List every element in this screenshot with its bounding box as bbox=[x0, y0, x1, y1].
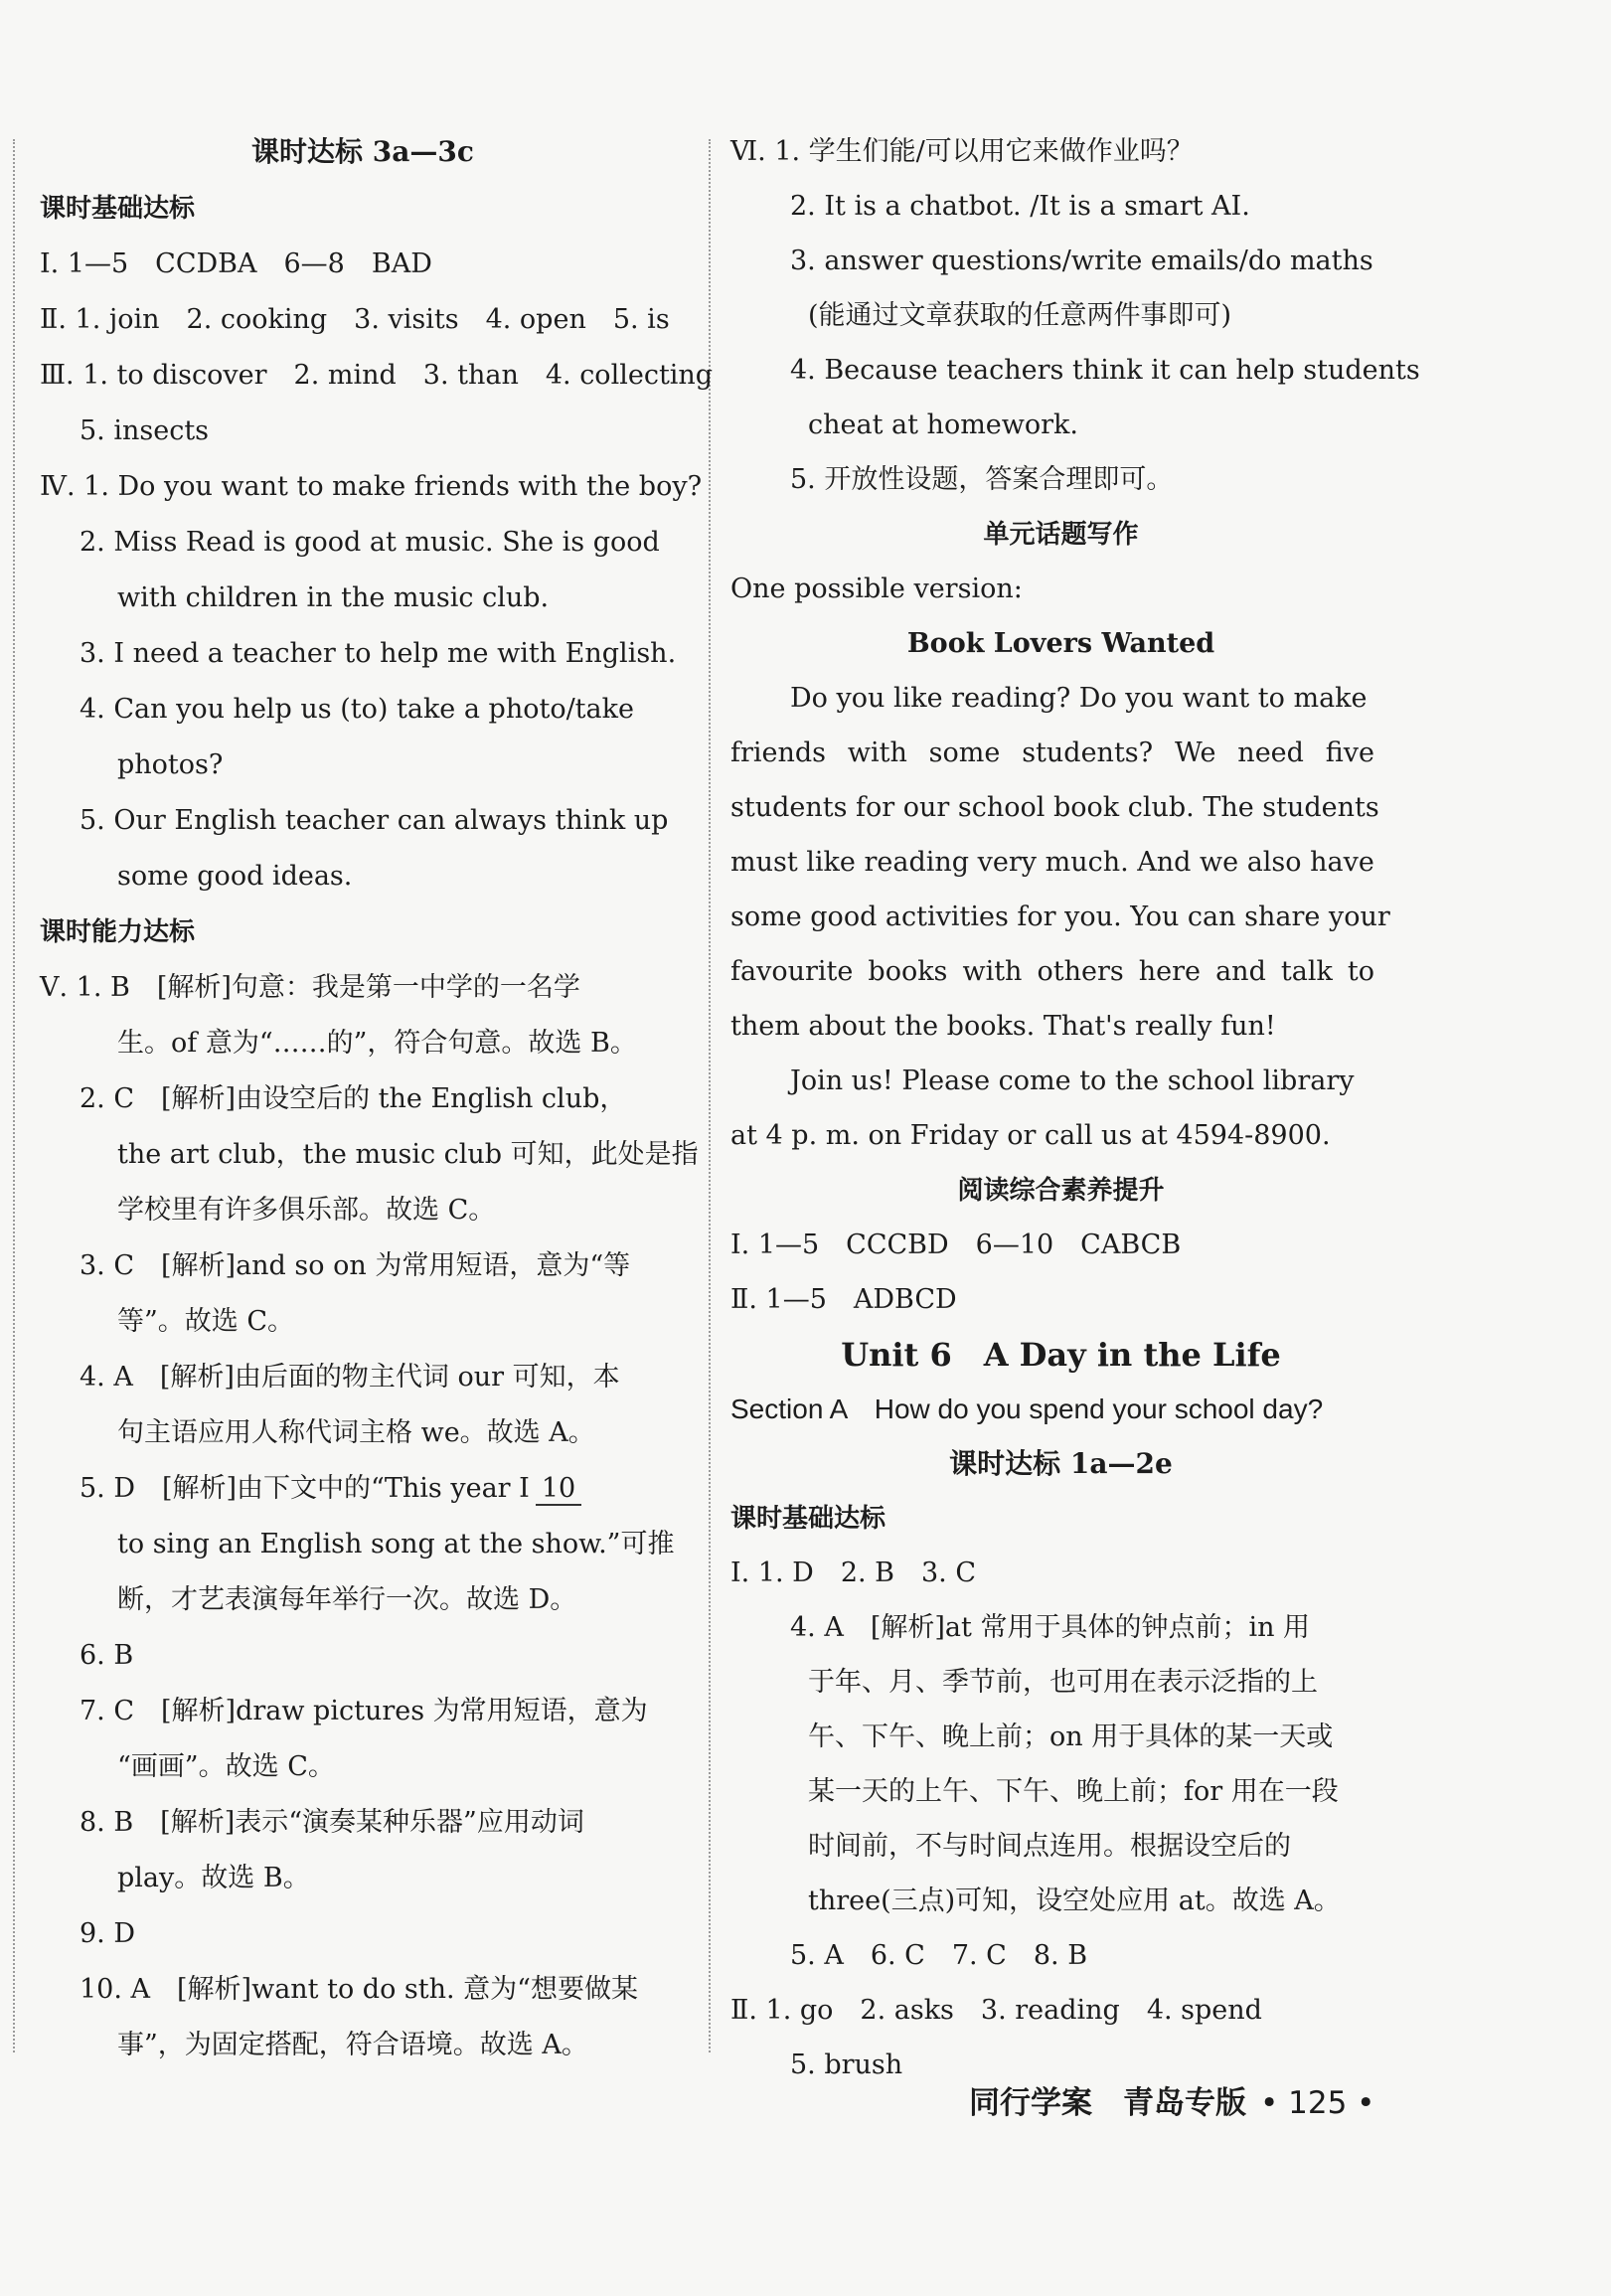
line-text: 4. Can you help us (to) take a photo/take bbox=[80, 694, 634, 725]
line-text: the art club，the music club 可知，此处是指 bbox=[117, 1139, 699, 1170]
line-text: Join us! Please come to the school library bbox=[790, 1066, 1355, 1096]
line-text: Ⅰ. 1. D 2. B 3. C bbox=[730, 1558, 977, 1588]
line-text: 2. Miss Read is good at music. She is good bbox=[80, 527, 660, 558]
line-text: “画画”。故选 C。 bbox=[117, 1751, 335, 1782]
right-line bbox=[730, 626, 1391, 662]
right-line bbox=[730, 572, 1023, 607]
line-text: 5. A 6. C 7. C 8. B bbox=[790, 1940, 1088, 1971]
right-line bbox=[730, 1009, 1276, 1045]
left-line bbox=[40, 970, 580, 1006]
right-line bbox=[730, 1118, 1331, 1154]
line-text: Ⅱ. 1. go 2. asks 3. reading 4. spend bbox=[730, 1995, 1262, 2026]
left-line bbox=[117, 1527, 674, 1562]
right-line bbox=[730, 1173, 1391, 1209]
left-line bbox=[117, 2028, 588, 2063]
left-line bbox=[80, 1805, 584, 1841]
line-text: 9. D bbox=[80, 1918, 135, 1949]
line-text: Ⅴ. 1. B [解析]句意：我是第一中学的一名学 bbox=[40, 972, 580, 1003]
left-line bbox=[80, 636, 676, 672]
line-text: 阅读综合素养提升 bbox=[957, 1176, 1165, 1206]
line-text: Ⅳ. 1. Do you want to make friends with the boy? bbox=[40, 471, 703, 502]
line-text: 3. answer questions/write emails/do maths bbox=[790, 246, 1373, 276]
line-text: 3. I need a teacher to help me with English. bbox=[80, 638, 677, 669]
line-text: 生。of 意为“……的”，符合句意。故选 B。 bbox=[117, 1028, 637, 1059]
line-text: 4. A [解析]由后面的物主代词 our 可知，本 bbox=[80, 1362, 620, 1393]
right-line bbox=[790, 681, 1368, 717]
right-line bbox=[730, 736, 1374, 771]
line-text: friends with some students? We need five bbox=[730, 738, 1374, 768]
right-line bbox=[730, 1446, 1391, 1482]
line-text: Unit 6 A Day in the Life bbox=[841, 1336, 1281, 1374]
line-text: 午、下午、晚上前；on 用于具体的某一天或 bbox=[808, 1722, 1334, 1752]
footer-brand: 同行学案 青岛专版 bbox=[969, 2085, 1246, 2121]
line-text: at 4 p. m. on Friday or call us at 4594-8900. bbox=[730, 1120, 1331, 1151]
left-line bbox=[80, 1360, 620, 1395]
line-text: some good activities for you. You can share your bbox=[730, 902, 1390, 932]
line-text: 课时达标 3a—3c bbox=[251, 135, 474, 168]
line-text: Ⅵ. 1. 学生们能/可以用它来做作业吗？ bbox=[730, 136, 1194, 167]
left-line bbox=[80, 525, 660, 561]
left-line bbox=[40, 358, 713, 394]
right-line bbox=[808, 408, 1078, 443]
line-text: 8. B [解析]表示“演奏某种乐器”应用动词 bbox=[80, 1807, 584, 1838]
line-text: Ⅲ. 1. to discover 2. mind 3. than 4. collecting bbox=[40, 360, 714, 391]
line-text: 5. 开放性设题，答案合理即可。 bbox=[790, 464, 1174, 495]
line-text: 5. D [解析]由下文中的“This year I bbox=[80, 1473, 530, 1504]
page-footer bbox=[969, 2077, 1374, 2122]
line-text: 句主语应用人称代词主格 we。故选 A。 bbox=[117, 1417, 595, 1448]
right-line bbox=[790, 1610, 1310, 1646]
line-text: must like reading very much. And we also have bbox=[730, 847, 1374, 878]
left-line bbox=[117, 747, 223, 783]
line-text: 2. C [解析]由设空后的 the English club， bbox=[80, 1083, 627, 1114]
left-line bbox=[80, 692, 634, 728]
right-line bbox=[730, 517, 1391, 553]
line-text: three(三点)可知，设空处应用 at。故选 A。 bbox=[808, 1886, 1341, 1916]
line-text: 学校里有许多俱乐部。故选 C。 bbox=[117, 1195, 496, 1226]
line-text: Section A How do you spend your school day? bbox=[730, 1394, 1324, 1424]
left-line bbox=[40, 134, 686, 170]
right-line bbox=[790, 353, 1420, 389]
line-text: 课时能力达标 bbox=[40, 917, 196, 947]
left-line bbox=[80, 1694, 648, 1729]
line-text: 4. Because teachers think it can help students bbox=[790, 355, 1420, 386]
line-text: 课时达标 1a—2e bbox=[949, 1447, 1173, 1480]
line-text: 等”。故选 C。 bbox=[117, 1306, 295, 1337]
left-line bbox=[117, 1582, 576, 1618]
answer-blank: 10 bbox=[536, 1474, 581, 1506]
left-line bbox=[117, 1137, 699, 1173]
line-text: 7. C [解析]draw pictures 为常用短语，意为 bbox=[80, 1696, 648, 1726]
line-text: 课时基础达标 bbox=[730, 1504, 886, 1534]
page-number: • 125 • bbox=[1260, 2085, 1375, 2121]
right-line bbox=[730, 900, 1390, 935]
right-line bbox=[790, 1064, 1355, 1099]
left-line bbox=[80, 1638, 133, 1674]
right-line bbox=[730, 1556, 976, 1591]
right-line bbox=[808, 298, 1231, 334]
right-line bbox=[730, 134, 1194, 170]
left-line bbox=[40, 191, 195, 227]
right-line bbox=[730, 1228, 1181, 1263]
line-text: Ⅱ. 1—5 ADBCD bbox=[730, 1284, 957, 1315]
line-text: photos? bbox=[117, 749, 224, 780]
right-line bbox=[808, 1720, 1333, 1755]
line-text: 5. brush bbox=[790, 2050, 903, 2080]
left-margin-divider bbox=[13, 139, 15, 2052]
line-text: Ⅰ. 1—5 CCCBD 6—10 CABCB bbox=[730, 1230, 1182, 1260]
line-text: students for our school book club. The students bbox=[730, 792, 1379, 823]
right-line bbox=[808, 1665, 1318, 1701]
line-text: favourite books with others here and talk to bbox=[730, 956, 1374, 987]
right-line bbox=[790, 1938, 1087, 1974]
left-line bbox=[80, 1471, 581, 1507]
line-text: Do you like reading? Do you want to make bbox=[790, 683, 1368, 714]
line-text: 6. B bbox=[80, 1640, 134, 1671]
left-line bbox=[80, 803, 668, 839]
line-text: 断，才艺表演每年举行一次。故选 D。 bbox=[117, 1584, 577, 1615]
line-text: them about the books. That's really fun! bbox=[730, 1011, 1276, 1042]
right-line bbox=[730, 845, 1374, 881]
left-line bbox=[80, 413, 209, 449]
line-text: 于年、月、季节前，也可用在表示泛指的上 bbox=[808, 1667, 1318, 1698]
left-line bbox=[117, 1415, 595, 1451]
right-line bbox=[730, 790, 1379, 826]
line-text: 时间前，不与时间点连用。根据设空后的 bbox=[808, 1831, 1291, 1862]
line-text: 2. It is a chatbot. /It is a smart AI. bbox=[790, 191, 1250, 222]
right-line bbox=[808, 1829, 1291, 1865]
line-text: 课时基础达标 bbox=[40, 194, 196, 224]
line-text: 4. A [解析]at 常用于具体的钟点前；in 用 bbox=[790, 1612, 1311, 1643]
right-line bbox=[790, 2048, 902, 2083]
right-line bbox=[790, 244, 1373, 279]
line-text: 5. Our English teacher can always think up bbox=[80, 805, 669, 836]
right-line bbox=[730, 954, 1374, 990]
line-text: 5. insects bbox=[80, 415, 210, 446]
column-divider bbox=[709, 139, 711, 2052]
left-line bbox=[40, 914, 195, 950]
right-line bbox=[730, 1392, 1323, 1427]
left-line bbox=[117, 859, 352, 895]
line-text: (能通过文章获取的任意两件事即可) bbox=[808, 300, 1232, 331]
left-line bbox=[117, 1749, 335, 1785]
right-line bbox=[730, 1501, 886, 1537]
left-line bbox=[117, 580, 549, 616]
line-text: 某一天的上午、下午、晚上前；for 用在一段 bbox=[808, 1776, 1339, 1807]
line-text: some good ideas. bbox=[117, 861, 353, 892]
left-line bbox=[117, 1861, 310, 1896]
line-text: 3. C [解析]and so on 为常用短语，意为“等 bbox=[80, 1250, 631, 1281]
left-line bbox=[80, 1081, 626, 1117]
left-line bbox=[40, 302, 670, 338]
line-text: cheat at homework. bbox=[808, 410, 1078, 440]
right-line bbox=[730, 1282, 957, 1318]
left-line bbox=[80, 1248, 630, 1284]
line-text: to sing an English song at the show.”可推 bbox=[117, 1529, 675, 1559]
left-line bbox=[80, 1972, 638, 2008]
line-text: Ⅰ. 1—5 CCDBA 6—8 BAD bbox=[40, 248, 432, 279]
line-text: with children in the music club. bbox=[117, 582, 550, 613]
left-line bbox=[40, 469, 702, 505]
right-line bbox=[730, 1993, 1262, 2029]
line-text: 10. A [解析]want to do sth. 意为“想要做某 bbox=[80, 1974, 638, 2005]
left-line bbox=[80, 1916, 135, 1952]
line-text: 单元话题写作 bbox=[983, 520, 1139, 550]
right-line bbox=[808, 1774, 1339, 1810]
right-line bbox=[730, 1337, 1391, 1373]
left-line bbox=[117, 1193, 495, 1229]
left-line bbox=[117, 1304, 294, 1340]
line-text: 事”，为固定搭配，符合语境。故选 A。 bbox=[117, 2030, 588, 2060]
right-line bbox=[790, 189, 1250, 225]
line-text: One possible version: bbox=[730, 574, 1023, 604]
line-text: Book Lovers Wanted bbox=[906, 628, 1215, 659]
left-line bbox=[117, 1026, 637, 1062]
left-line bbox=[40, 246, 432, 282]
line-text: play。故选 B。 bbox=[117, 1863, 310, 1893]
line-text: Ⅱ. 1. join 2. cooking 3. visits 4. open 5. is bbox=[40, 304, 670, 335]
right-line bbox=[790, 462, 1173, 498]
right-line bbox=[808, 1884, 1341, 1919]
